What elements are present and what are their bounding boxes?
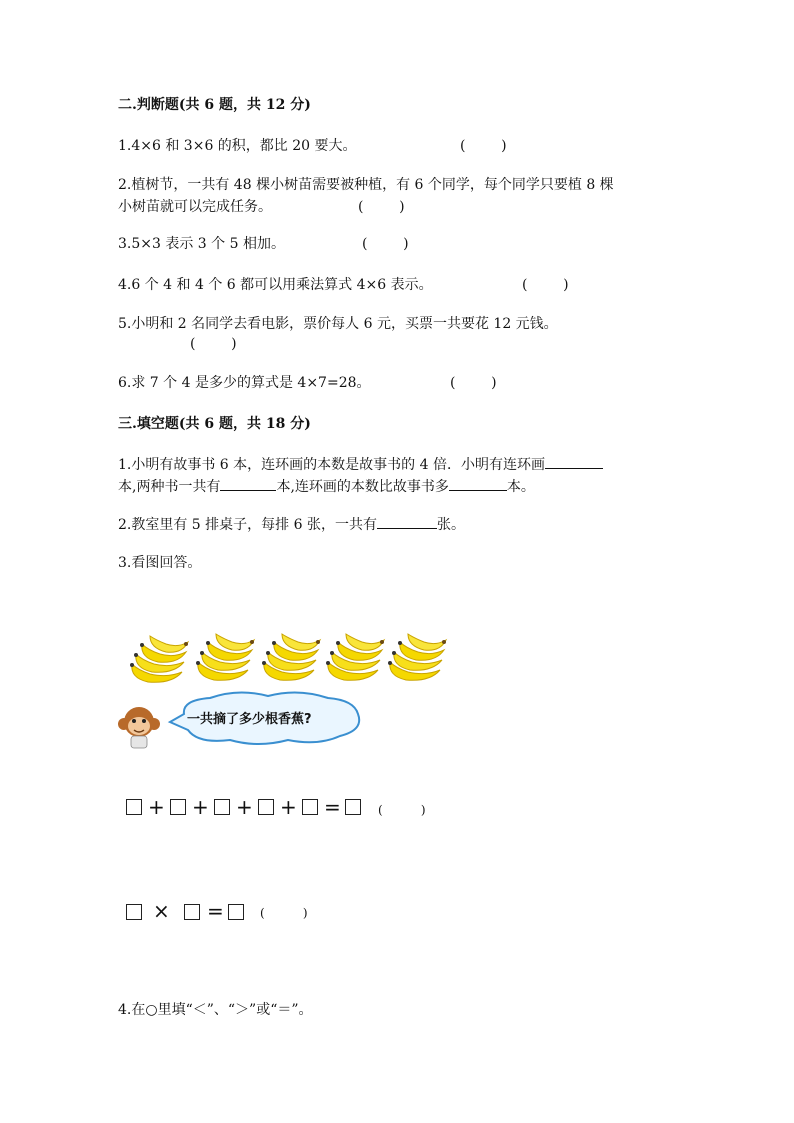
banana-bunch-2: [196, 634, 254, 680]
judge-q2-answer[interactable]: ( ): [358, 199, 405, 215]
judge-q3: 3.5×3 表示 3 个 5 相加。: [118, 236, 285, 252]
fill-q1-text-d: 本。: [506, 479, 535, 495]
section-2-heading: 二.判断题(共 6 题，共 12 分): [118, 97, 311, 113]
answer-box[interactable]: [126, 904, 142, 920]
answer-box[interactable]: [184, 904, 200, 920]
banana-bunch-3: [262, 634, 320, 680]
fill-q1-blank-3[interactable]: [449, 476, 507, 491]
fill-q2-text-b: 张。: [436, 517, 465, 533]
section-3-heading: 三.填空题(共 6 题，共 18 分): [118, 416, 311, 432]
fill-q2: [118, 514, 465, 535]
banana-bunch-4: [326, 634, 384, 680]
fill-q1-blank-1[interactable]: [545, 454, 603, 469]
monkey-icon: [118, 707, 160, 748]
judge-q1: 1.4×6 和 3×6 的积，都比 20 要大。: [118, 138, 357, 154]
fill-q4: 4.在○里填“＜”、“＞”或“＝”。: [118, 1002, 313, 1018]
banana-bunch-1: [130, 636, 188, 682]
equals-sign: =: [324, 795, 341, 819]
judge-q4-answer[interactable]: ( ): [522, 277, 569, 293]
answer-box[interactable]: [228, 904, 244, 920]
judge-q6-answer[interactable]: ( ): [450, 375, 497, 391]
answer-box[interactable]: [302, 799, 318, 815]
answer-box[interactable]: [126, 799, 142, 815]
banana-illustration: [118, 626, 448, 752]
fill-q1-text-a: 1.小明有故事书 6 本，连环画的本数是故事书的 4 倍．小明有连环画: [118, 457, 545, 473]
equals-sign: =: [207, 899, 224, 923]
answer-box[interactable]: [170, 799, 186, 815]
banana-bunch-5: [388, 634, 446, 680]
unit-paren[interactable]: ( ): [260, 906, 308, 920]
answer-box[interactable]: [214, 799, 230, 815]
judge-q2-line2: 小树苗就可以完成任务。: [118, 199, 272, 215]
unit-paren[interactable]: ( ): [378, 803, 426, 817]
fill-q1-line1: [118, 454, 603, 475]
answer-box[interactable]: [345, 799, 361, 815]
fill-q1-text-c: 本,连环画的本数比故事书多: [276, 479, 449, 495]
judge-q2-line1: 2.植树节，一共有 48 棵小树苗需要被种植，有 6 个同学，每个同学只要植 8 棵: [118, 177, 614, 193]
judge-q5: 5.小明和 2 名同学去看电影，票价每人 6 元，买票一共要花 12 元钱。: [118, 316, 558, 332]
judge-q3-answer[interactable]: ( ): [362, 236, 409, 252]
plus-sign: +: [192, 795, 209, 819]
plus-sign: +: [236, 795, 253, 819]
fill-q3: 3.看图回答。: [118, 555, 202, 571]
fill-q1-line2: [118, 476, 535, 497]
answer-box[interactable]: [258, 799, 274, 815]
judge-q6: 6.求 7 个 4 是多少的算式是 4×7=28。: [118, 375, 371, 391]
judge-q4: 4.6 个 4 和 4 个 6 都可以用乘法算式 4×6 表示。: [118, 277, 433, 293]
judge-q5-answer[interactable]: ( ): [190, 336, 237, 352]
times-sign: ×: [153, 899, 170, 923]
fill-q2-text-a: 2.教室里有 5 排桌子，每排 6 张，一共有: [118, 517, 377, 533]
plus-sign: +: [280, 795, 297, 819]
judge-q1-answer[interactable]: ( ): [460, 138, 507, 154]
plus-sign: +: [148, 795, 165, 819]
fill-q2-blank[interactable]: [377, 514, 437, 529]
speech-bubble-text: 一共摘了多少根香蕉?: [187, 712, 312, 727]
fill-q1-blank-2[interactable]: [220, 476, 276, 491]
fill-q1-text-b: 本,两种书一共有: [118, 479, 221, 495]
